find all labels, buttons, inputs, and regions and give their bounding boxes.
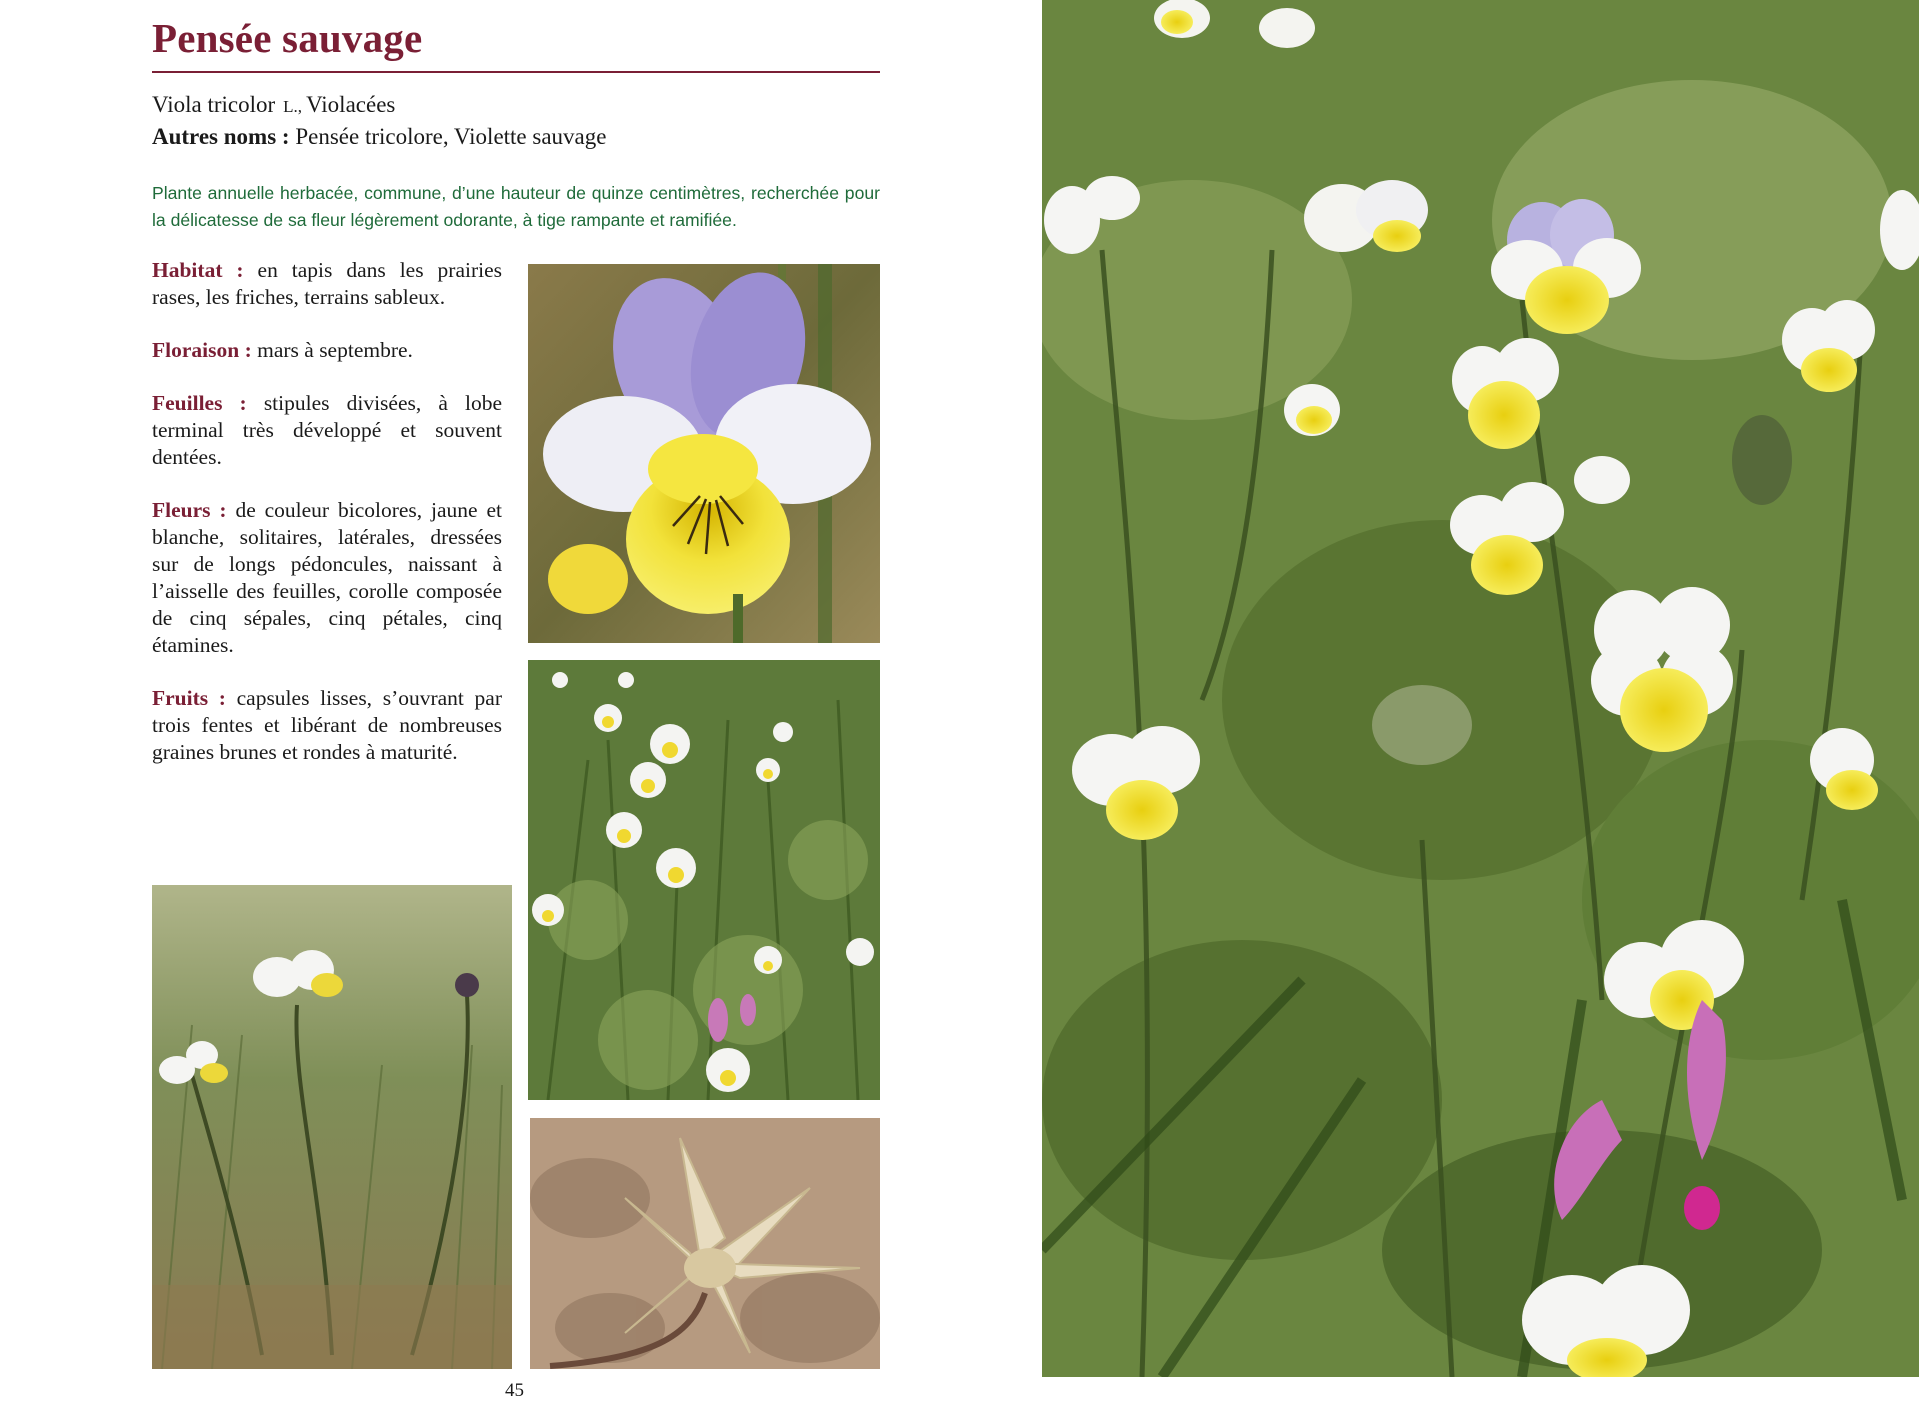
other-names-label: Autres noms :: [152, 124, 290, 149]
photo-pansy-stems: [152, 885, 512, 1369]
section-label: Fleurs :: [152, 498, 227, 522]
family-name: Violacées: [306, 92, 396, 117]
section-habitat: [152, 257, 502, 311]
scientific-name: Viola tricolor: [152, 92, 276, 117]
section-fleurs: [152, 497, 502, 659]
other-names-line: [152, 124, 606, 150]
section-label: Habitat :: [152, 258, 244, 282]
page-title: Pensée sauvage: [152, 15, 423, 61]
photo-full-page-meadow: [1042, 0, 1919, 1377]
section-label: Fruits :: [152, 686, 226, 710]
page-number: 45: [505, 1380, 524, 1401]
section-text: stipules divisées, à lobe terminal très développé et souvent dentées.: [152, 391, 502, 469]
section-fruits: [152, 685, 502, 766]
section-label: Floraison :: [152, 338, 252, 362]
section-text: capsules lisses, s’ouvrant par trois fentes et libérant de nombreuses graines brunes et rondes à maturité.: [152, 686, 503, 764]
section-text: mars à septembre.: [257, 338, 413, 362]
description-column: [152, 257, 502, 792]
intro-paragraph: Plante annuelle herbacée, commune, d’une hauteur de quinze centimètres, recherchée pour la délicatesse de sa fleur légèrement odorante, à tige rampante et ramifiée.: [152, 183, 880, 230]
section-text: en tapis dans les prairies rases, les friches, terrains sableux.: [152, 258, 502, 309]
author-abbrev: L.,: [283, 97, 303, 116]
photo-pansy-field: [528, 660, 880, 1100]
section-floraison: [152, 337, 502, 364]
section-text: de couleur bicolores, jaune et blanche, solitaires, latérales, dressées sur de longs pédoncules, naissant à l’aisselle des feuilles, corolle composée de cinq sépales, cinq pétales, cinq étamines.: [152, 498, 502, 657]
scientific-name-line: [152, 92, 395, 118]
other-names: Pensée tricolore, Violette sauvage: [295, 124, 607, 149]
title-rule: [152, 71, 880, 73]
photo-seed-capsule: [530, 1118, 880, 1369]
section-feuilles: [152, 390, 502, 471]
section-label: Feuilles :: [152, 391, 247, 415]
photo-pansy-closeup: [528, 264, 880, 643]
